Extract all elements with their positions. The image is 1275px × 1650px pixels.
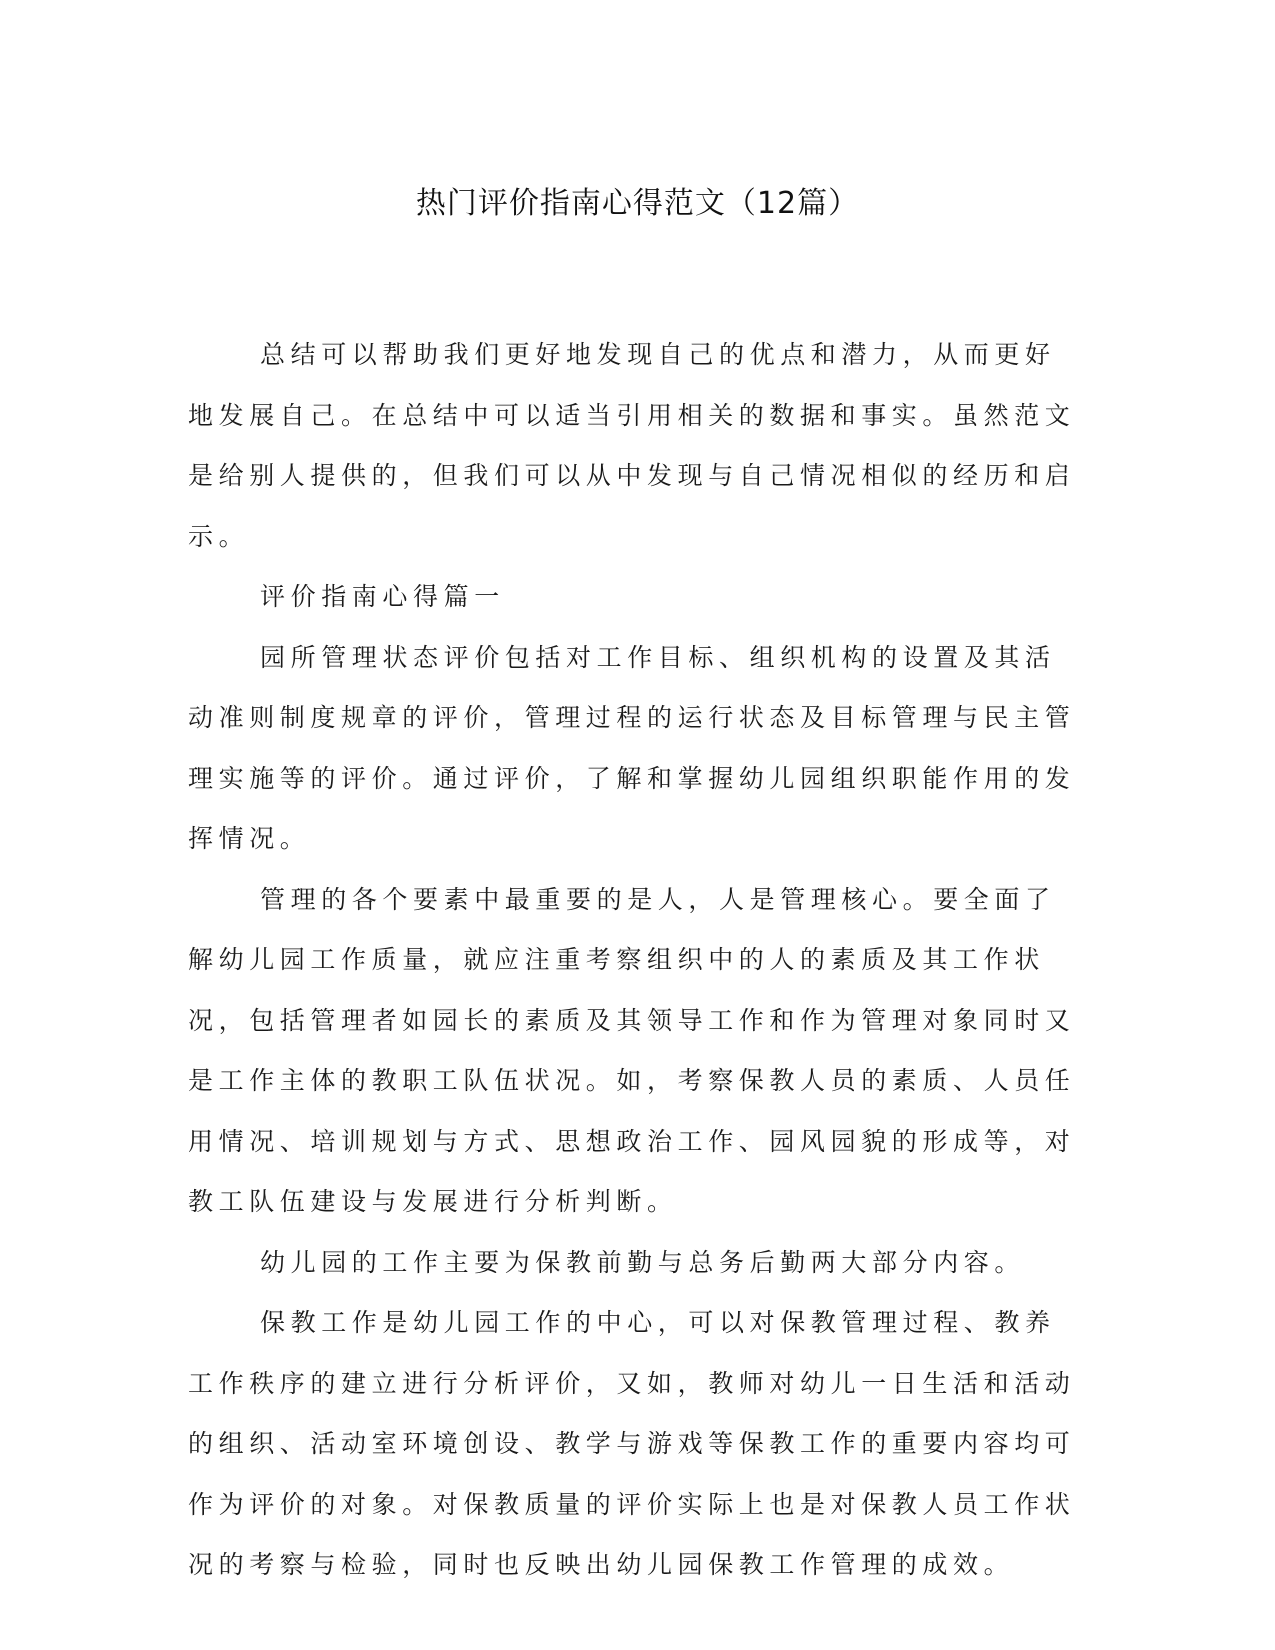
body-paragraph: 保教工作是幼儿园工作的中心，可以对保教管理过程、教养工作秩序的建立进行分析评价，又如，教师对幼儿一日生活和活动的组织、活动室环境创设、教学与游戏等保教工作的重要内容均可作为评价的对象。对保教质量的评价实际上也是对保教人员工作状况的考察与检验，同时也反映出幼儿园保教工作管理的成效。: [188, 1308, 1076, 1579]
body-paragraph: 幼儿园的工作主要为保教前勤与总务后勤两大部分内容。: [260, 1247, 1026, 1277]
intro-paragraph: 总结可以帮助我们更好地发现自己的优点和潜力，从而更好地发展自己。在总结中可以适当引用相关的数据和事实。虽然范文是给别人提供的，但我们可以从中发现与自己情况相似的经历和启示。: [188, 340, 1076, 551]
document-title: 热门评价指南心得范文（12篇）: [415, 186, 860, 221]
section-heading: 评价指南心得篇一: [260, 582, 505, 611]
body-paragraph: 园所管理状态评价包括对工作目标、组织机构的设置及其活动准则制度规章的评价，管理过程的运行状态及目标管理与民主管理实施等的评价。通过评价，了解和掌握幼儿园组织职能作用的发挥情况。: [188, 642, 1076, 853]
body-paragraph: 管理的各个要素中最重要的是人，人是管理核心。要全面了解幼儿园工作质量，就应注重考察组织中的人的素质及其工作状况，包括管理者如园长的素质及其领导工作和作为管理对象同时又是工作主体的教职工队伍状况。如，考察保教人员的素质、人员任用情况、培训规划与方式、思想政治工作、园风园貌的形成等，对教工队伍建设与发展进行分析判断。: [188, 884, 1076, 1216]
document-body: [188, 325, 1080, 1596]
